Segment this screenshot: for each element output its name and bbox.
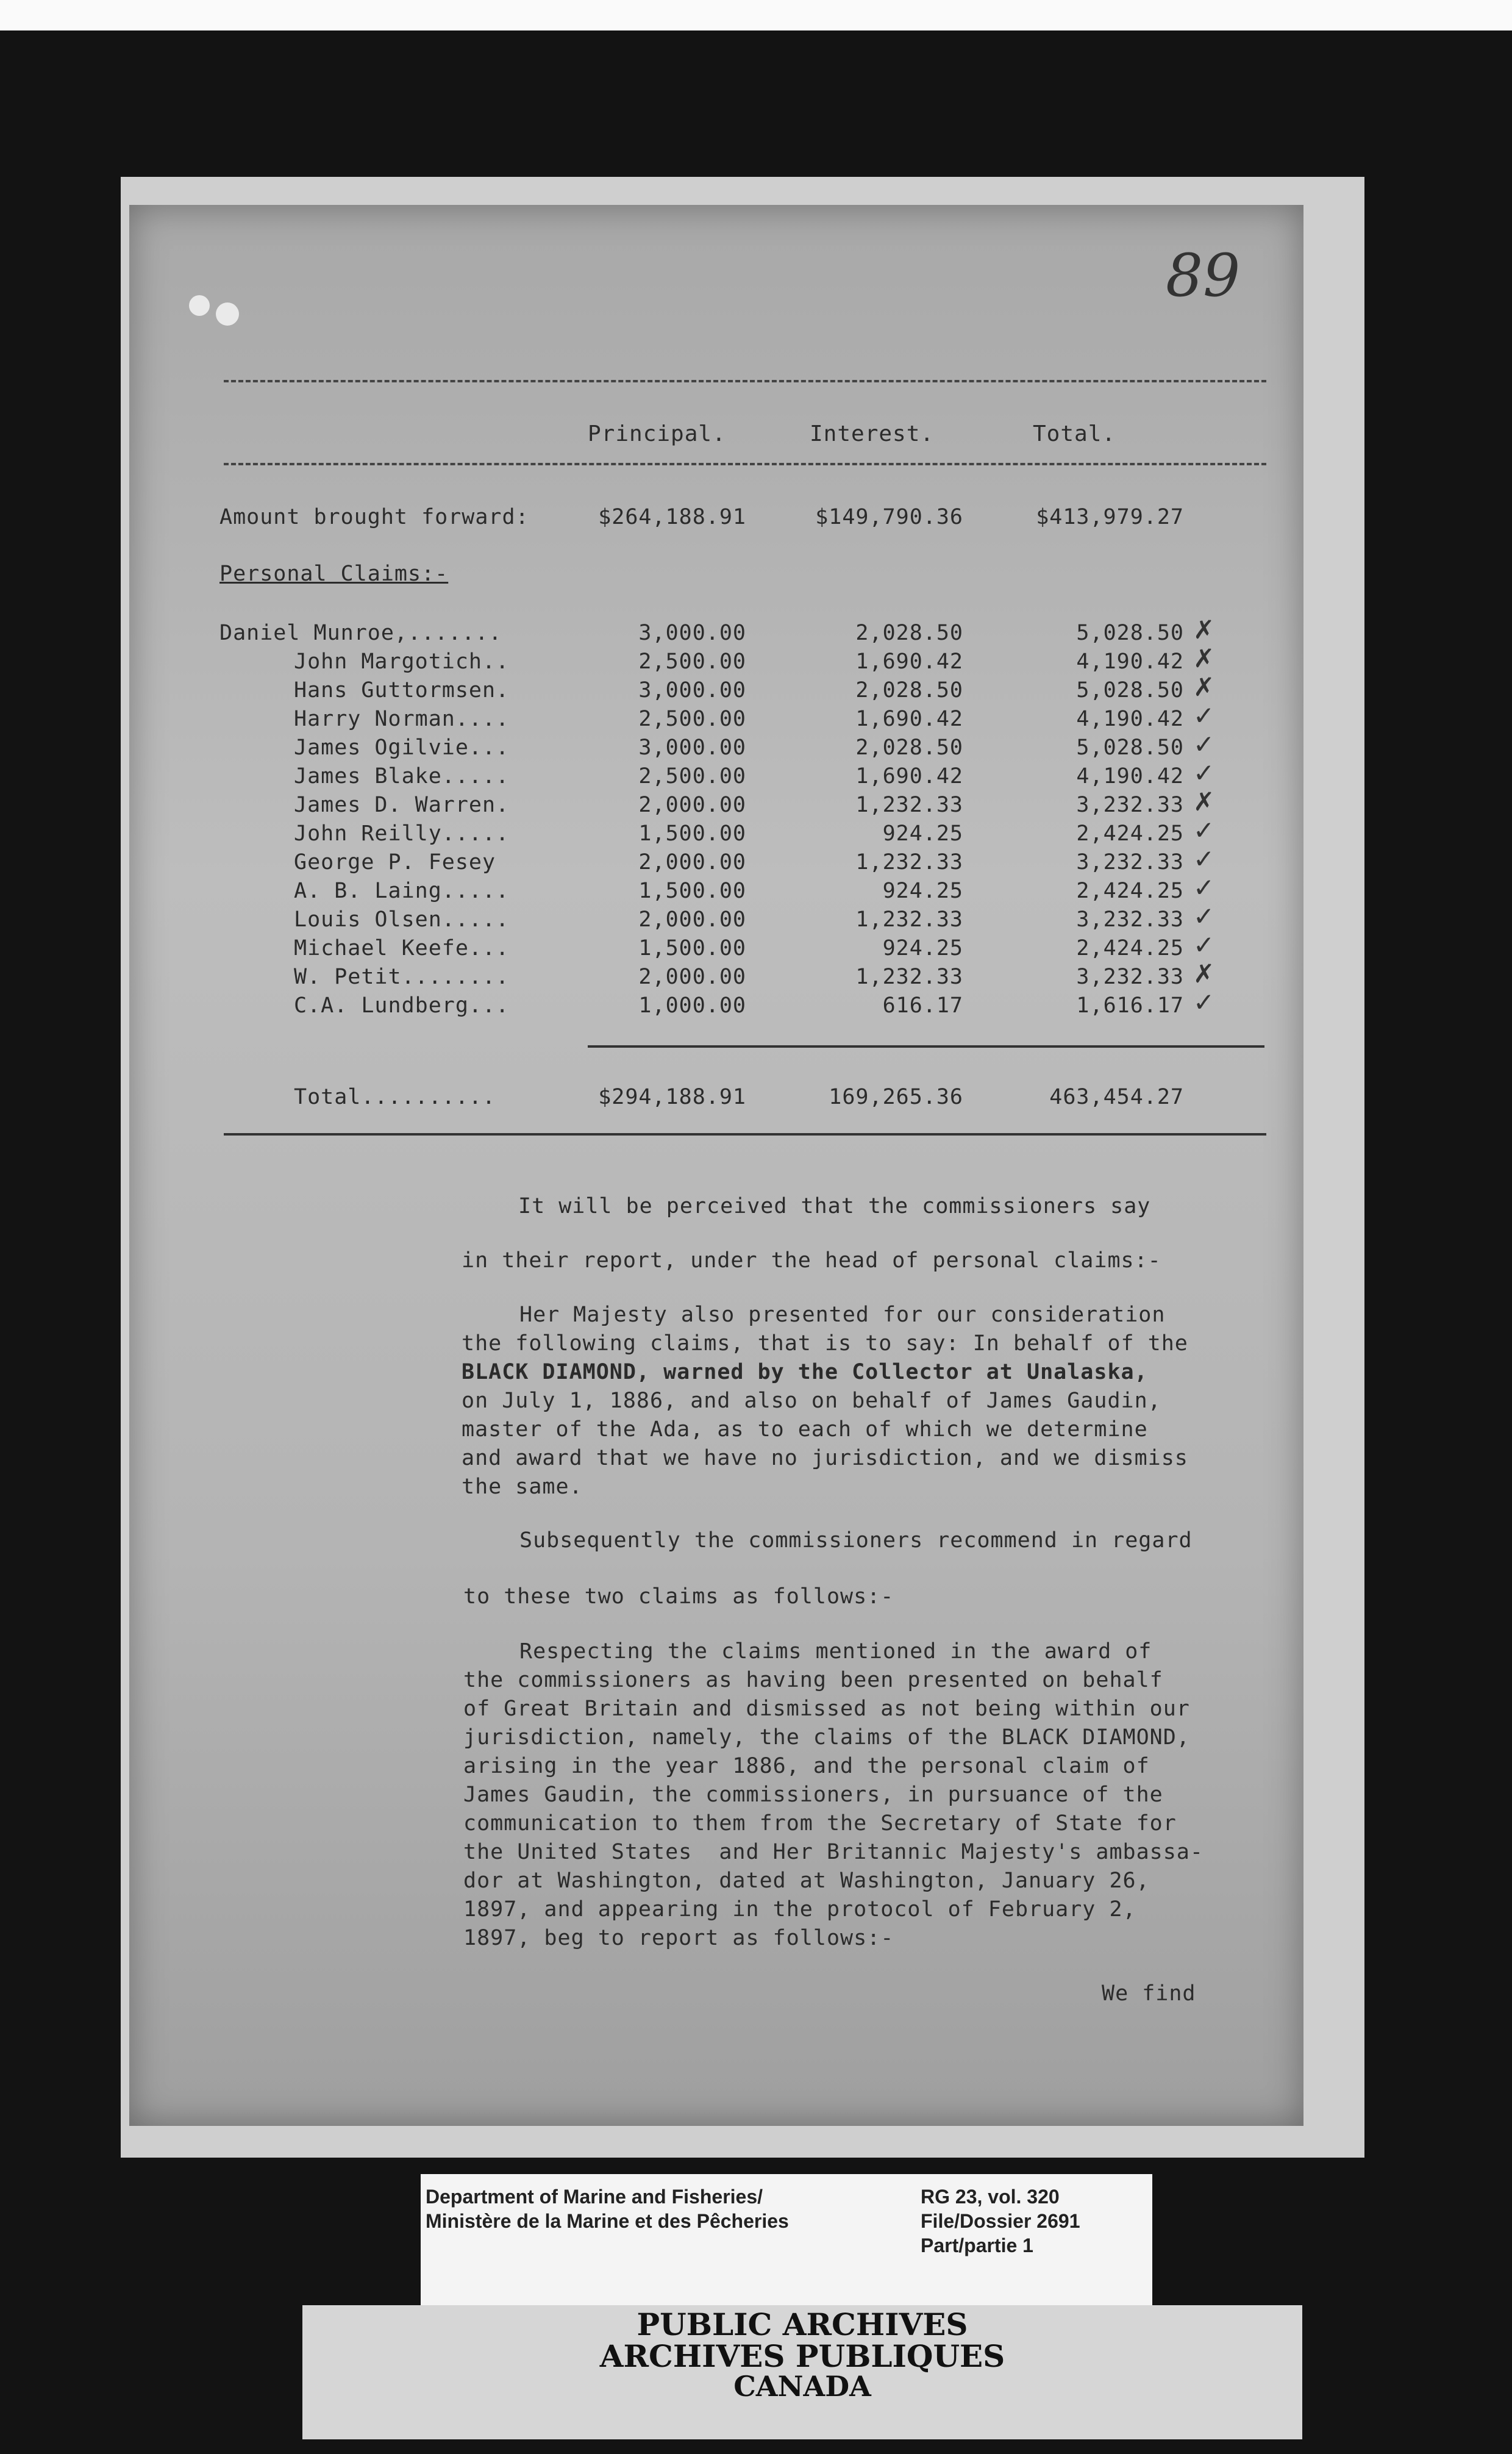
claim-total: 4,190.42 bbox=[1076, 649, 1184, 674]
tally-mark-icon: ✓ bbox=[1193, 729, 1215, 759]
claim-interest: 1,690.42 bbox=[855, 764, 963, 789]
department-line-2: Ministère de la Marine et des Pêcheries bbox=[426, 2210, 789, 2232]
claim-name: C.A. Lundberg... bbox=[294, 993, 510, 1018]
quote-line: the commissioners as having been presented on behalf bbox=[463, 1668, 1163, 1692]
quote-line: Respecting the claims mentioned in the award of bbox=[519, 1639, 1152, 1664]
claim-interest: 924.25 bbox=[882, 936, 963, 960]
claim-total: 4,190.42 bbox=[1076, 707, 1184, 731]
claim-name: James Ogilvie... bbox=[294, 735, 510, 760]
catchword: We find bbox=[1102, 1981, 1196, 2006]
claim-principal: 2,500.00 bbox=[638, 707, 746, 731]
sum-rule bbox=[588, 1045, 1264, 1048]
quote-line: dor at Washington, dated at Washington, January 26, bbox=[463, 1869, 1150, 1893]
quote-line: communication to them from the Secretary of State for bbox=[463, 1811, 1177, 1836]
claim-principal: 2,500.00 bbox=[638, 764, 746, 789]
claim-principal: 2,500.00 bbox=[638, 649, 746, 674]
header-top-rule bbox=[224, 380, 1266, 382]
claim-total: 3,232.33 bbox=[1076, 793, 1184, 817]
claim-total: 5,028.50 bbox=[1076, 621, 1184, 645]
claim-principal: 2,000.00 bbox=[638, 907, 746, 932]
punch-hole bbox=[189, 295, 210, 316]
claim-name: James D. Warren. bbox=[294, 793, 510, 817]
claim-total: 2,424.25 bbox=[1076, 821, 1184, 846]
total-label: Total.......... bbox=[294, 1085, 496, 1109]
quote-line: of Great Britain and dismissed as not being within our bbox=[463, 1697, 1190, 1721]
quote-line: jurisdiction, namely, the claims of the BLACK DIAMOND, bbox=[463, 1725, 1190, 1750]
tally-mark-icon: ✓ bbox=[1193, 758, 1215, 788]
claim-principal: 1,500.00 bbox=[638, 879, 746, 903]
brought-forward-interest: $149,790.36 bbox=[815, 505, 963, 529]
claim-interest: 1,690.42 bbox=[855, 707, 963, 731]
claim-total: 5,028.50 bbox=[1076, 735, 1184, 760]
paragraph-line: Subsequently the commissioners recommend in regard bbox=[519, 1528, 1193, 1553]
folio-number: 89 bbox=[1166, 241, 1241, 310]
claim-total: 4,190.42 bbox=[1076, 764, 1184, 789]
claim-interest: 924.25 bbox=[882, 821, 963, 846]
quote-line: the following claims, that is to say: In behalf of the bbox=[462, 1331, 1188, 1356]
claim-name: Hans Guttormsen. bbox=[294, 678, 510, 703]
claim-name: Louis Olsen..... bbox=[294, 907, 510, 932]
paragraph-line: It will be perceived that the commissioners say bbox=[518, 1194, 1151, 1218]
quote-line: the same. bbox=[462, 1475, 583, 1499]
quote-line: arising in the year 1886, and the personal claim of bbox=[463, 1754, 1150, 1778]
header-total: Total. bbox=[1033, 421, 1116, 446]
paragraph-line: in their report, under the head of personal claims:- bbox=[462, 1248, 1161, 1273]
claim-name: Daniel Munroe,....... bbox=[219, 621, 502, 645]
total-principal: $294,188.91 bbox=[598, 1085, 746, 1109]
punch-hole bbox=[216, 302, 239, 326]
stamp-line-2: ARCHIVES PUBLIQUES bbox=[599, 2338, 1005, 2374]
quote-line: BLACK DIAMOND, warned by the Collector at Unalaska, bbox=[462, 1360, 1148, 1384]
tally-mark-icon: ✓ bbox=[1193, 901, 1215, 931]
quote-line: 1897, beg to report as follows:- bbox=[463, 1926, 894, 1950]
claim-principal: 3,000.00 bbox=[638, 621, 746, 645]
tally-mark-icon: ✓ bbox=[1193, 844, 1215, 874]
tally-mark-icon: ✗ bbox=[1193, 672, 1215, 702]
claim-interest: 1,232.33 bbox=[855, 907, 963, 932]
claim-principal: 1,000.00 bbox=[638, 993, 746, 1018]
claim-interest: 2,028.50 bbox=[855, 621, 963, 645]
claim-principal: 1,500.00 bbox=[638, 936, 746, 960]
claim-principal: 2,000.00 bbox=[638, 793, 746, 817]
total-interest: 169,265.36 bbox=[829, 1085, 963, 1109]
claim-total: 2,424.25 bbox=[1076, 936, 1184, 960]
tally-mark-icon: ✓ bbox=[1193, 815, 1215, 845]
tally-mark-icon: ✗ bbox=[1193, 787, 1215, 817]
quote-line: on July 1, 1886, and also on behalf of James Gaudin, bbox=[462, 1389, 1161, 1413]
quote-line: the United States and Her Britannic Majesty's ambassa- bbox=[463, 1840, 1204, 1864]
claim-interest: 1,232.33 bbox=[855, 965, 963, 989]
claim-total: 2,424.25 bbox=[1076, 879, 1184, 903]
claim-interest: 924.25 bbox=[882, 879, 963, 903]
claim-interest: 1,690.42 bbox=[855, 649, 963, 674]
total-total: 463,454.27 bbox=[1049, 1085, 1184, 1109]
claim-interest: 2,028.50 bbox=[855, 735, 963, 760]
tally-mark-icon: ✓ bbox=[1193, 873, 1215, 903]
paragraph-line: to these two claims as follows:- bbox=[463, 1584, 894, 1609]
claim-interest: 1,232.33 bbox=[855, 850, 963, 875]
brought-forward-total: $413,979.27 bbox=[1036, 505, 1184, 529]
brought-forward-label: Amount brought forward: bbox=[219, 505, 529, 529]
claim-name: Harry Norman.... bbox=[294, 707, 510, 731]
reference-line-2: File/Dossier 2691 bbox=[921, 2210, 1080, 2232]
brought-forward-principal: $264,188.91 bbox=[598, 505, 746, 529]
claim-principal: 3,000.00 bbox=[638, 678, 746, 703]
claim-total: 3,232.33 bbox=[1076, 965, 1184, 989]
tally-mark-icon: ✓ bbox=[1193, 930, 1215, 960]
claim-total: 1,616.17 bbox=[1076, 993, 1184, 1018]
quote-line: James Gaudin, the commissioners, in pursuance of the bbox=[463, 1783, 1163, 1807]
stamp-line-3: CANADA bbox=[733, 2370, 871, 2403]
tally-mark-icon: ✗ bbox=[1193, 615, 1215, 645]
document-page bbox=[129, 205, 1303, 2126]
tally-mark-icon: ✗ bbox=[1193, 959, 1215, 989]
tally-mark-icon: ✓ bbox=[1193, 987, 1215, 1017]
claim-name: John Reilly..... bbox=[294, 821, 510, 846]
claim-principal: 2,000.00 bbox=[638, 850, 746, 875]
claim-total: 5,028.50 bbox=[1076, 678, 1184, 703]
department-line-1: Department of Marine and Fisheries/ bbox=[426, 2186, 763, 2208]
claim-name: W. Petit........ bbox=[294, 965, 510, 989]
quote-line: master of the Ada, as to each of which we determine bbox=[462, 1417, 1148, 1442]
table-bottom-rule bbox=[224, 1133, 1266, 1136]
reference-line-1: RG 23, vol. 320 bbox=[921, 2186, 1060, 2208]
header-principal: Principal. bbox=[588, 421, 726, 446]
claim-principal: 1,500.00 bbox=[638, 821, 746, 846]
tally-mark-icon: ✗ bbox=[1193, 643, 1215, 673]
quote-line: and award that we have no jurisdiction, and we dismiss bbox=[462, 1446, 1188, 1470]
tally-mark-icon: ✓ bbox=[1193, 701, 1215, 731]
archives-stamp bbox=[302, 2305, 1302, 2439]
reference-line-3: Part/partie 1 bbox=[921, 2234, 1033, 2256]
claim-total: 3,232.33 bbox=[1076, 907, 1184, 932]
claim-total: 3,232.33 bbox=[1076, 850, 1184, 875]
archive-reference-label bbox=[421, 2174, 1152, 2305]
claim-name: Michael Keefe... bbox=[294, 936, 510, 960]
claim-interest: 616.17 bbox=[882, 993, 963, 1018]
header-interest: Interest. bbox=[810, 421, 935, 446]
claim-name: John Margotich.. bbox=[294, 649, 510, 674]
section-title: Personal Claims:- bbox=[219, 562, 449, 586]
film-edge bbox=[0, 0, 1512, 30]
claim-name: George P. Fesey bbox=[294, 850, 496, 875]
stamp-line-1: PUBLIC ARCHIVES bbox=[637, 2306, 968, 2342]
claim-principal: 2,000.00 bbox=[638, 965, 746, 989]
quote-line: Her Majesty also presented for our consideration bbox=[519, 1303, 1166, 1327]
quote-line: 1897, and appearing in the protocol of February 2, bbox=[463, 1897, 1136, 1922]
claim-interest: 2,028.50 bbox=[855, 678, 963, 703]
header-bottom-rule bbox=[224, 463, 1266, 465]
claim-interest: 1,232.33 bbox=[855, 793, 963, 817]
claim-name: James Blake..... bbox=[294, 764, 510, 789]
claim-name: A. B. Laing..... bbox=[294, 879, 510, 903]
claim-principal: 3,000.00 bbox=[638, 735, 746, 760]
